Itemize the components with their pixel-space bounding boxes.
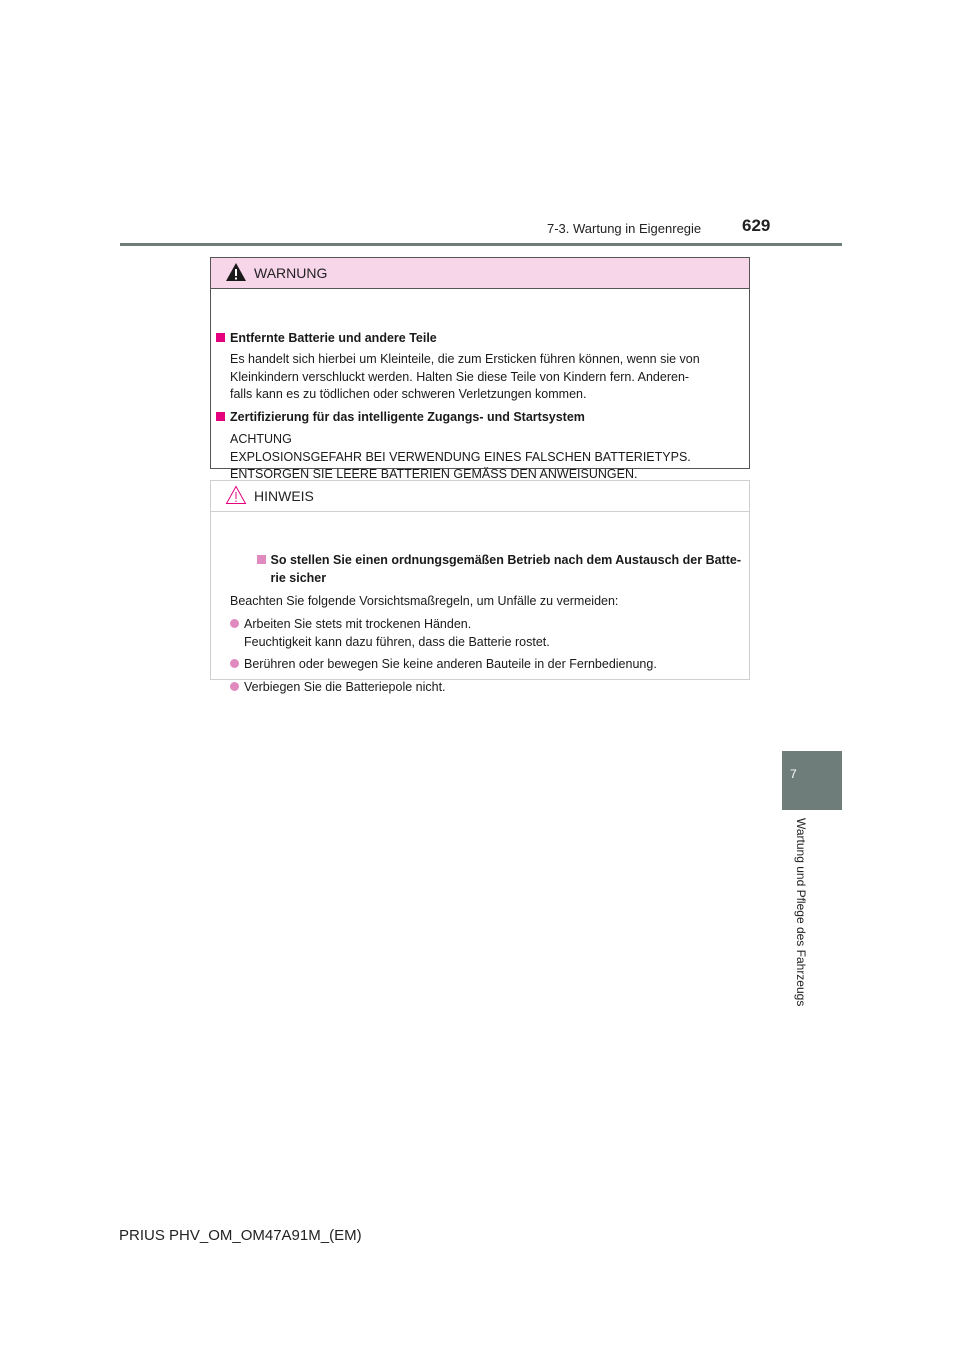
warning-box (210, 257, 750, 481)
notice-item-title: So stellen Sie einen ordnungsgemäßen Betrieb nach dem Austausch der Batte- rie sicher (257, 552, 741, 587)
warning-triangle-icon (225, 262, 247, 282)
notice-header (211, 481, 749, 512)
bullet-dot-icon (230, 619, 239, 628)
notice-box (210, 480, 750, 694)
warning-item-text: ACHTUNG EXPLOSIONSGEFAHR BEI VERWENDUNG EINES FALSCHEN BATTERIETYPS. ENTSORGEN SIE LEERE BATTERIEN GEMÄSS DEN ANWEISUNGEN. (230, 432, 691, 481)
warning-header (211, 258, 749, 289)
page-number: 629 (742, 216, 771, 235)
list-item: Verbiegen Sie die Batteriepole nicht. (230, 679, 741, 697)
notice-intro: Beachten Sie folgende Vorsichtsmaßregeln, um Unfälle zu vermeiden: (230, 594, 619, 608)
notice-title: HINWEIS (254, 488, 314, 504)
list-item: Berühren oder bewegen Sie keine anderen Bauteile in der Fernbedienung. (230, 656, 741, 674)
warning-item-title: Entfernte Batterie und andere Teile (216, 330, 437, 348)
caution-outline-icon (225, 485, 247, 505)
square-bullet-icon (216, 412, 225, 421)
document-id: PRIUS PHV_OM_OM47A91M_(EM) (119, 1227, 362, 1244)
list-item: Arbeiten Sie stets mit trockenen Händen. Feuchtigkeit kann dazu führen, dass die Batterie rostet. (230, 616, 741, 651)
square-bullet-icon (257, 555, 266, 564)
chapter-title: Wartung und Pflege des Fahrzeugs (794, 818, 808, 1007)
bullet-dot-icon (230, 682, 239, 691)
chapter-number: 7 (790, 767, 797, 781)
chapter-tab (782, 751, 842, 810)
warning-item-text: Es handelt sich hierbei um Kleinteile, die zum Ersticken führen können, wenn sie von Kleinkindern verschluckt werden. Halten Sie diese Teile von Kindern fern. Anderen- falls kann es zu tödlichen oder schweren Verletzungen kommen. (230, 352, 700, 401)
warning-item-title: Zertifizierung für das intelligente Zugangs- und Startsystem (216, 409, 585, 427)
warning-title: WARNUNG (254, 265, 328, 281)
section-heading: 7-3. Wartung in Eigenregie (547, 221, 702, 236)
bullet-dot-icon (230, 659, 239, 668)
square-bullet-icon (216, 333, 225, 342)
header-divider (120, 243, 842, 246)
